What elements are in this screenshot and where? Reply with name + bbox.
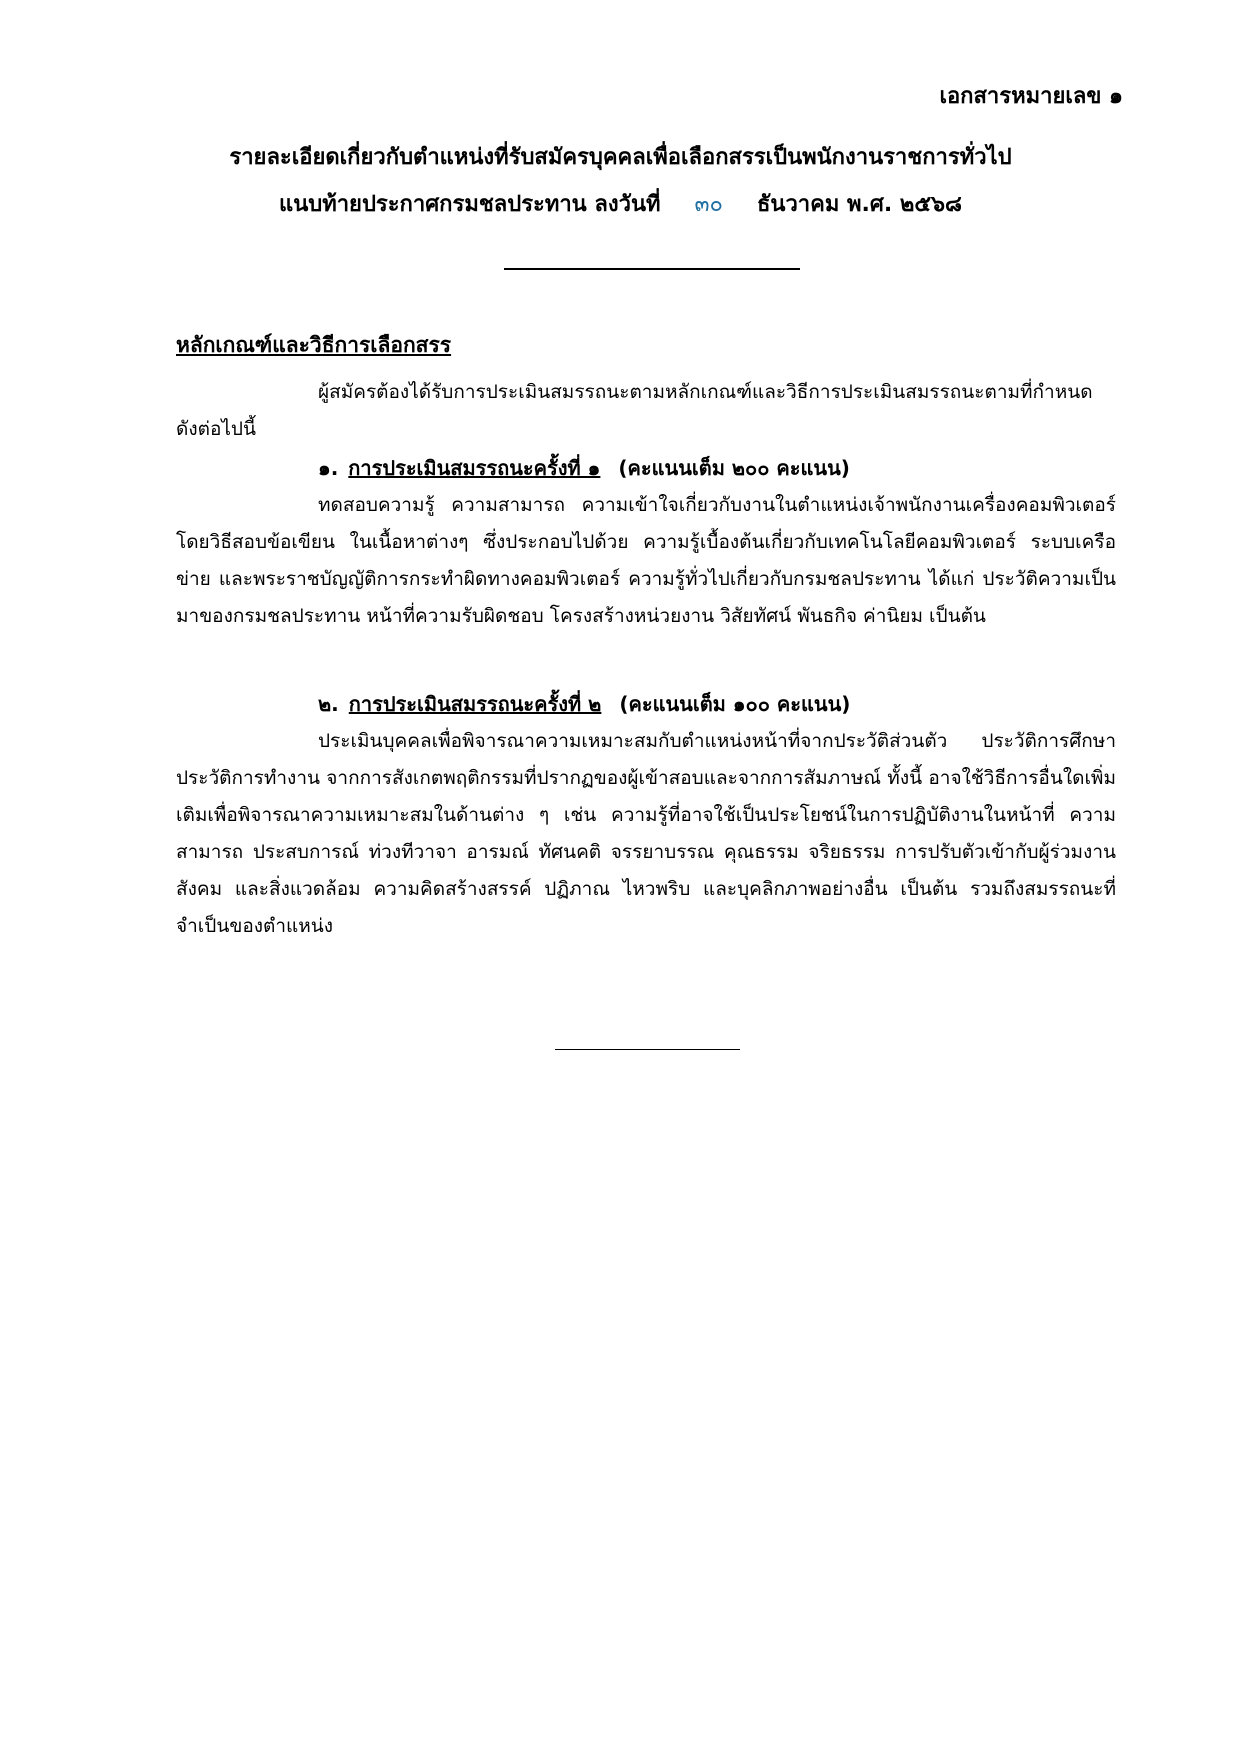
item-1-number: ๑. xyxy=(318,456,339,480)
item-1-text: ทดสอบความรู้ ความสามารถ ความเข้าใจเกี่ยวกับงานในตำแหน่งเจ้าพนักงานเครื่องคอมพิวเตอร์ โดยวิธีสอบข้อเขียน ในเนื้อหาต่างๆ ซึ่งประกอบไปด้วย ความรู้เบื้องต้นเกี่ยวกับเทคโนโลยีคอมพิวเตอร์ ระบบเครือข่าย และพระราชบัญญัติการกระทำผิดทางคอมพิวเตอร์ ความรู้ทั่วไปเกี่ยวกับกรมชลประทาน ได้แก่ ประวัติความเป็นมาของกรมชลประทาน หน้าที่ความรับผิดชอบ โครงสร้างหน่วยงาน วิสัยทัศน์ พันธกิจ ค่านิยม เป็นต้น xyxy=(176,494,1116,627)
item-2-score: (คะแนนเต็ม ๑๐๐ คะแนน) xyxy=(619,692,851,716)
subtitle-prefix: แนบท้ายประกาศกรมชลประทาน ลงวันที่ xyxy=(279,192,661,217)
item-1-score: (คะแนนเต็ม ๒๐๐ คะแนน) xyxy=(618,456,850,480)
document-title: รายละเอียดเกี่ยวกับตำแหน่งที่รับสมัครบุคคลเพื่อเลือกสรรเป็นพนักงานราชการทั่วไป xyxy=(229,145,1012,170)
announcement-day: ๓๐ xyxy=(694,192,723,217)
item-2-number: ๒. xyxy=(318,692,339,716)
item-1-title: การประเมินสมรรถนะครั้งที่ ๑ xyxy=(348,456,601,480)
item-2-text: ประเมินบุคคลเพื่อพิจารณาความเหมาะสมกับตำแหน่งหน้าที่จากประวัติส่วนตัว ประวัติการศึกษา ประวัติการทำงาน จากการสังเกตพฤติกรรมที่ปรากฏของผู้เข้าสอบและจากการสัมภาษณ์ ทั้งนี้ อาจใช้วิธีการอื่นใดเพิ่มเติมเพื่อพิจารณาความเหมาะสมในด้านต่าง ๆ เช่น ความรู้ที่อาจใช้เป็นประโยชน์ในการปฏิบัติงานในหน้าที่ ความสามารถ ประสบการณ์ ท่วงทีวาจา อารมณ์ ทัศนคติ จรรยาบรรณ คุณธรรม จริยธรรม การปรับตัวเข้ากับผู้ร่วมงาน สังคม และสิ่งแวดล้อม ความคิดสร้างสรรค์ ปฏิภาณ ไหวพริบ และบุคลิกภาพอย่างอื่น เป็นต้น รวมถึงสมรรถนะที่จำเป็นของตำแหน่ง xyxy=(176,730,1116,937)
item-2-body xyxy=(176,723,1116,945)
item-2-heading xyxy=(318,689,850,719)
item-1-body xyxy=(176,487,1116,635)
title-divider xyxy=(504,268,800,270)
subtitle-suffix: ธันวาคม พ.ศ. ๒๕๖๘ xyxy=(756,192,962,217)
intro-text: ผู้สมัครต้องได้รับการประเมินสมรรถนะตามหลักเกณฑ์และวิธีการประเมินสมรรถนะตามที่กำหนด ดังต่อไปนี้ xyxy=(176,381,1093,440)
document-subtitle xyxy=(0,190,1241,220)
item-2-title: การประเมินสมรรถนะครั้งที่ ๒ xyxy=(348,692,602,716)
intro-paragraph xyxy=(176,374,1116,448)
document-number: เอกสารหมายเลข ๑ xyxy=(939,84,1123,109)
item-1-heading xyxy=(318,453,850,483)
section-heading: หลักเกณฑ์และวิธีการเลือกสรร xyxy=(176,333,452,357)
end-divider xyxy=(555,1049,740,1050)
